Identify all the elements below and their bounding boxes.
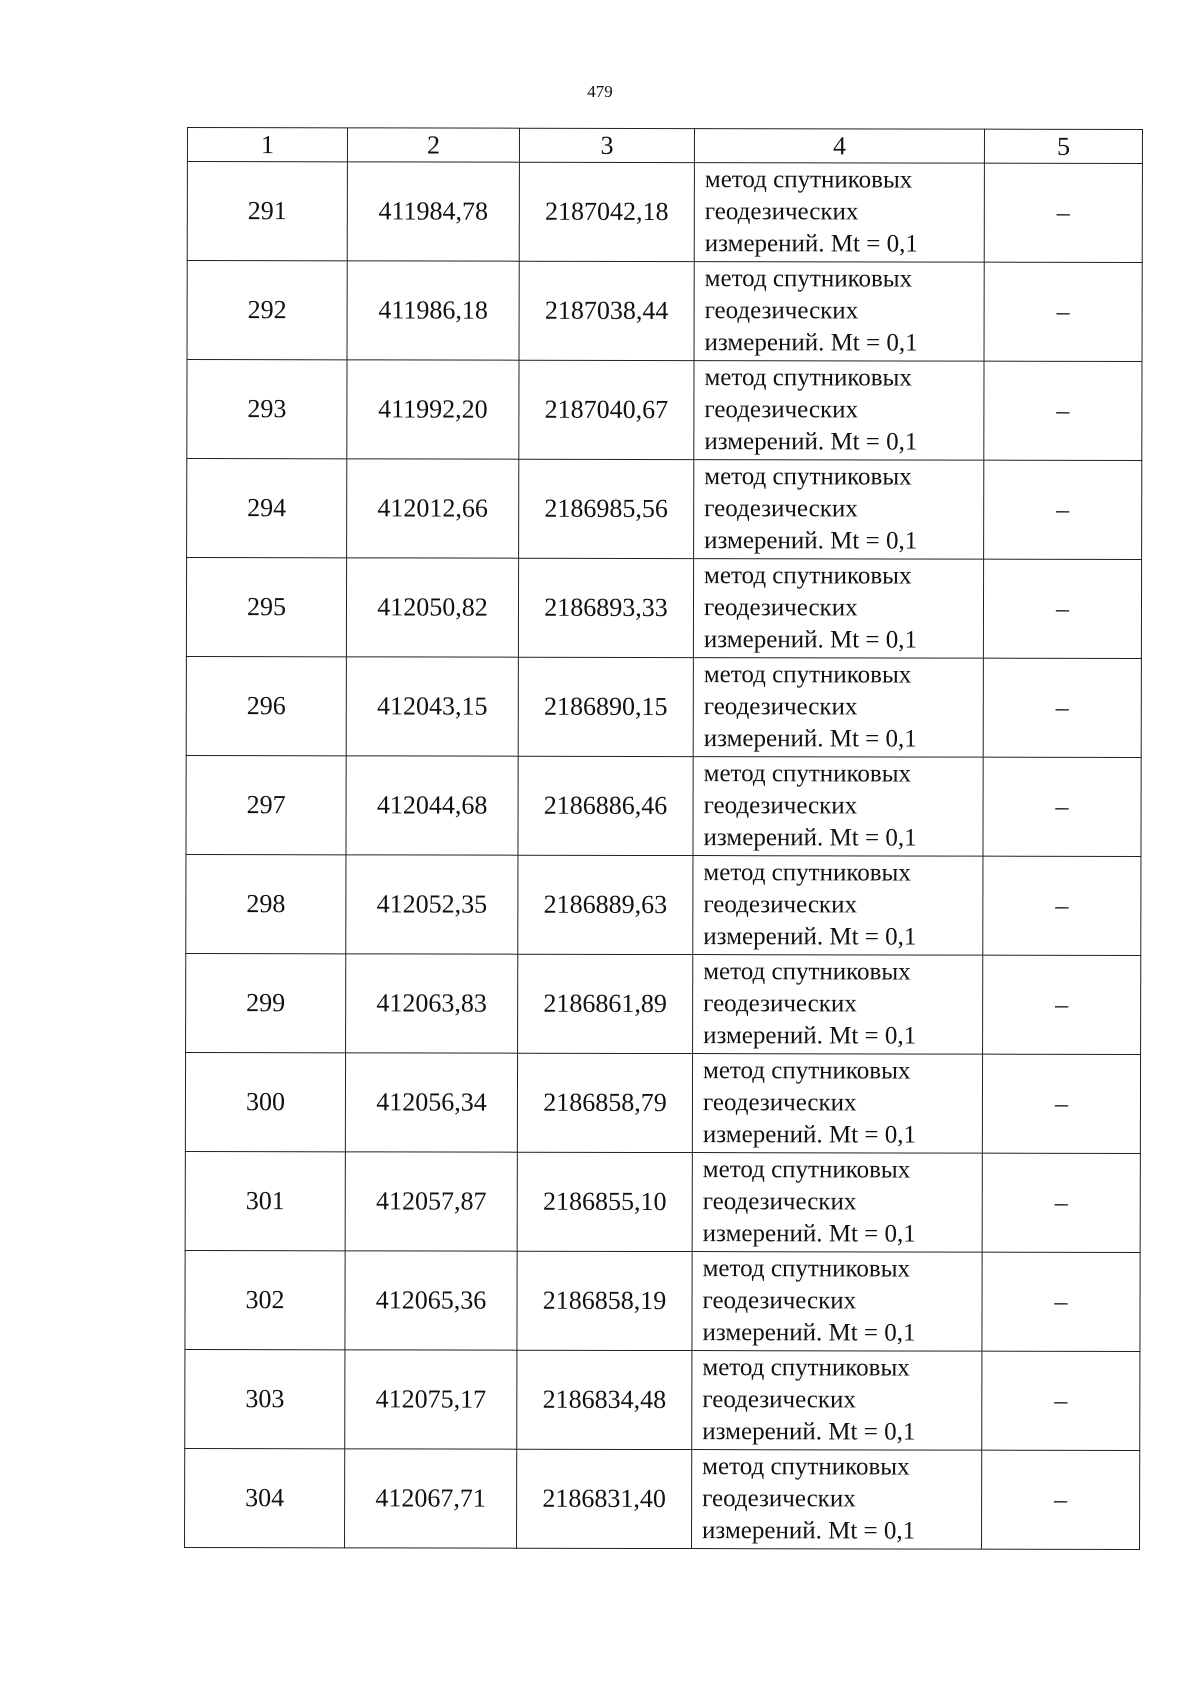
table-row	[185, 1052, 1140, 1153]
method-line: геодезических	[702, 1089, 857, 1117]
x-coordinate-cell: 411992,20	[347, 360, 519, 459]
x-coordinate-cell: 412057,87	[345, 1152, 517, 1251]
method-line: геодезических	[703, 792, 858, 820]
table-row	[186, 854, 1141, 955]
table-row	[185, 1448, 1140, 1549]
method-line: геодезических	[702, 1287, 857, 1315]
header-col-5: 5	[984, 129, 1142, 163]
y-coordinate-cell: 2187042,18	[519, 162, 694, 261]
x-coordinate-cell: 412075,17	[345, 1350, 517, 1449]
method-cell	[693, 856, 983, 956]
method-line: измерений. Mt = 0,1	[703, 923, 917, 951]
method-cell	[694, 460, 984, 560]
method-line: метод спутниковых	[702, 1057, 911, 1085]
method-cell	[693, 757, 983, 857]
method-line: измерений. Mt = 0,1	[702, 1517, 916, 1545]
x-coordinate-cell: 411986,18	[347, 261, 519, 360]
header-col-3: 3	[519, 128, 694, 162]
note-cell: –	[984, 262, 1142, 361]
method-line: метод спутниковых	[703, 958, 911, 986]
method-line: измерений. Mt = 0,1	[703, 1022, 917, 1050]
method-line: геодезических	[703, 990, 857, 1018]
header-col-1: 1	[187, 128, 347, 162]
y-coordinate-cell: 2186886,46	[518, 756, 693, 855]
note-cell: –	[982, 1153, 1140, 1252]
table-row	[187, 162, 1142, 263]
note-cell: –	[982, 1351, 1140, 1450]
method-line: геодезических	[703, 693, 858, 721]
point-number-cell: 303	[185, 1349, 345, 1448]
point-number-cell: 298	[186, 854, 346, 953]
point-number-cell: 300	[185, 1052, 345, 1151]
table-row	[186, 656, 1141, 757]
y-coordinate-cell: 2186855,10	[517, 1152, 692, 1251]
method-cell	[693, 955, 983, 1055]
method-line: метод спутниковых	[703, 661, 912, 689]
method-line: измерений. Mt = 0,1	[703, 725, 917, 753]
page-number: 479	[587, 82, 613, 101]
method-line: измерений. Mt = 0,1	[703, 626, 918, 654]
method-line: измерений. Mt = 0,1	[704, 428, 918, 456]
method-line: геодезических	[703, 594, 858, 622]
y-coordinate-cell: 2187040,67	[519, 360, 694, 459]
note-cell: –	[982, 1054, 1140, 1153]
x-coordinate-cell: 412067,71	[345, 1449, 517, 1548]
method-line: метод спутниковых	[704, 562, 912, 590]
point-number-cell: 292	[187, 261, 347, 360]
method-line: измерений. Mt = 0,1	[704, 527, 918, 555]
method-cell	[694, 163, 984, 263]
method-line: геодезических	[704, 297, 859, 325]
header-col-4: 4	[694, 129, 984, 164]
method-line: измерений. Mt = 0,1	[704, 230, 918, 258]
x-coordinate-cell: 412052,35	[346, 855, 518, 954]
method-line: метод спутниковых	[702, 1354, 910, 1382]
y-coordinate-cell: 2187038,44	[519, 261, 694, 360]
note-cell: –	[983, 757, 1141, 856]
y-coordinate-cell: 2186861,89	[518, 954, 693, 1053]
method-line: метод спутниковых	[704, 364, 912, 392]
method-line: метод спутниковых	[702, 1255, 911, 1283]
note-cell: –	[982, 1450, 1140, 1549]
x-coordinate-cell: 411984,78	[347, 162, 519, 261]
y-coordinate-cell: 2186858,19	[517, 1251, 692, 1350]
point-number-cell: 302	[185, 1250, 345, 1349]
method-line: метод спутниковых	[703, 859, 911, 887]
point-number-cell: 295	[186, 558, 346, 657]
table-row	[186, 558, 1141, 659]
note-cell: –	[984, 460, 1142, 559]
method-cell	[692, 1252, 982, 1352]
method-line: измерений. Mt = 0,1	[703, 824, 917, 852]
point-number-cell: 296	[186, 656, 346, 755]
table-row	[186, 755, 1141, 856]
y-coordinate-cell: 2186858,79	[517, 1053, 692, 1152]
method-line: измерений. Mt = 0,1	[702, 1418, 916, 1446]
point-number-cell: 304	[185, 1448, 345, 1547]
point-number-cell: 297	[186, 755, 346, 854]
x-coordinate-cell: 412056,34	[345, 1053, 517, 1152]
method-line: измерений. Mt = 0,1	[704, 329, 918, 357]
method-cell	[694, 361, 984, 461]
note-cell: –	[983, 856, 1141, 955]
y-coordinate-cell: 2186985,56	[519, 459, 694, 558]
method-line: метод спутниковых	[704, 166, 913, 194]
method-line: геодезических	[702, 1188, 857, 1216]
method-cell	[692, 1351, 982, 1451]
table-row	[185, 1349, 1140, 1450]
method-cell	[692, 1450, 982, 1550]
method-line: измерений. Mt = 0,1	[702, 1319, 916, 1347]
method-line: метод спутниковых	[704, 463, 912, 491]
method-line: геодезических	[704, 198, 859, 226]
x-coordinate-cell: 412044,68	[346, 756, 518, 855]
y-coordinate-cell: 2186831,40	[517, 1449, 692, 1548]
y-coordinate-cell: 2186889,63	[518, 855, 693, 954]
point-number-cell: 301	[185, 1151, 345, 1250]
x-coordinate-cell: 412050,82	[346, 558, 518, 657]
method-line: измерений. Mt = 0,1	[702, 1121, 916, 1149]
table-row	[185, 1151, 1140, 1252]
table-row	[185, 1250, 1140, 1351]
table-row	[187, 360, 1142, 461]
coordinates-table	[184, 127, 1143, 1550]
x-coordinate-cell: 412012,66	[347, 459, 519, 558]
method-line: геодезических	[704, 396, 859, 424]
method-line: метод спутниковых	[702, 1453, 910, 1481]
note-cell: –	[983, 658, 1141, 757]
x-coordinate-cell: 412063,83	[346, 954, 518, 1053]
note-cell: –	[984, 361, 1142, 460]
method-line: метод спутниковых	[704, 265, 913, 293]
point-number-cell: 293	[187, 360, 347, 459]
y-coordinate-cell: 2186893,33	[518, 558, 693, 657]
table-header	[187, 128, 1142, 164]
note-cell: –	[984, 163, 1142, 262]
table-row	[186, 953, 1141, 1054]
note-cell: –	[982, 1252, 1140, 1351]
method-line: метод спутниковых	[703, 760, 912, 788]
method-line: измерений. Mt = 0,1	[702, 1220, 916, 1248]
x-coordinate-cell: 412065,36	[345, 1251, 517, 1350]
header-col-2: 2	[347, 128, 519, 162]
table-body	[185, 162, 1143, 1550]
method-cell	[693, 658, 983, 758]
note-cell: –	[983, 559, 1141, 658]
method-line: метод спутниковых	[702, 1156, 911, 1184]
table-row	[187, 459, 1142, 560]
point-number-cell: 299	[186, 953, 346, 1052]
table-row	[187, 261, 1142, 362]
method-line: геодезических	[704, 495, 858, 523]
method-line: геодезических	[702, 1485, 856, 1513]
method-cell	[694, 262, 984, 362]
header-row	[187, 128, 1142, 164]
y-coordinate-cell: 2186834,48	[517, 1350, 692, 1449]
y-coordinate-cell: 2186890,15	[518, 657, 693, 756]
method-cell	[693, 559, 983, 659]
point-number-cell: 291	[187, 162, 347, 261]
method-line: геодезических	[702, 1386, 856, 1414]
x-coordinate-cell: 412043,15	[346, 657, 518, 756]
point-number-cell: 294	[187, 459, 347, 558]
method-cell	[692, 1153, 982, 1253]
note-cell: –	[983, 955, 1141, 1054]
method-cell	[692, 1054, 982, 1154]
method-line: геодезических	[703, 891, 857, 919]
